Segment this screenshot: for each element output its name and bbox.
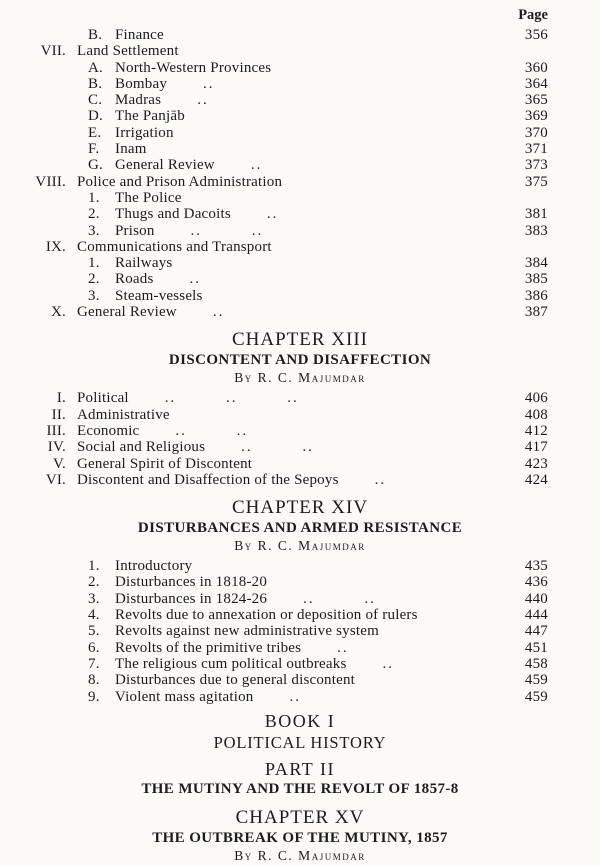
entry-page: 447 [524,623,548,640]
entry-page: 365 [524,92,548,109]
toc-entry [0,190,600,206]
toc-entry [0,288,600,304]
entry-title: Bombay [115,75,168,92]
entry-label: VII. [40,43,66,60]
entry-title: Violent mass agitation [115,688,254,705]
entry-title: Police and Prison Administration [77,173,283,190]
entry-title: Steam-vessels [115,287,203,304]
entry-page: 417 [524,439,548,456]
entry-title: Economic [77,422,140,439]
entry-title: Revolts of the primitive tribes [115,639,302,656]
entry-title: Revolts due to annexation or deposition of rulers [115,607,418,624]
entry-label: 2. [88,574,100,591]
entry-dots: .. [337,639,349,656]
heading-byline: By R. C. Majumdar [234,847,366,863]
entry-label: 3. [88,222,100,239]
entry-label: 9. [88,688,100,705]
entry-title: Disturbances due to general discontent [115,672,356,689]
entry-title: Disturbances in 1824-26 [115,590,268,607]
heading-title: THE MUTINY AND THE REVOLT OF 1857-8 [141,780,459,797]
entry-title: Finance [115,27,164,43]
entry-dots: .. .. [175,422,249,439]
entry-dots: .. .. [241,439,314,456]
entry-dots: .. [189,271,201,288]
entry-label: X. [51,304,66,321]
entry-label: E. [88,124,102,141]
entry-page: 364 [524,75,548,92]
entry-page: 369 [524,108,548,125]
entry-page: 375 [524,173,548,190]
entry-page: 386 [524,287,548,304]
entry-page: 459 [524,672,548,689]
entry-title: Irrigation [115,124,174,141]
entry-page: 436 [524,574,548,591]
entry-page: 440 [524,590,548,607]
heading-byline: By R. C. Majumdar [234,370,366,386]
toc-entry [0,472,600,488]
toc-entry [0,206,600,222]
toc-entry [0,125,600,141]
entry-label: 6. [88,639,100,656]
entry-title: Political [77,390,129,407]
entry-page: 383 [524,222,548,239]
entry-title: Communications and Transport [77,238,272,255]
heading-title: DISCONTENT AND DISAFFECTION [168,352,432,369]
entry-title: Madras [115,92,162,109]
entry-label: II. [51,406,66,423]
toc-entry [0,656,600,672]
toc-entry [0,271,600,287]
entry-page: 371 [524,141,548,158]
entry-page: 451 [524,639,548,656]
entry-page: 412 [524,422,548,439]
entry-title: The Police [115,189,182,206]
entry-label: 8. [88,672,100,689]
entry-dots: .. .. [303,590,376,607]
toc-entry [0,141,600,157]
toc-entry [0,456,600,472]
entry-title: Administrative [77,406,170,423]
entry-dots: .. .. .. [164,390,299,407]
entry-label: I. [56,390,66,407]
toc-entry [0,27,600,43]
entry-dots: .. .. [190,222,264,239]
entry-title: The Panjāb [115,108,185,125]
entry-title: Social and Religious [77,439,206,456]
entry-title: Discontent and Disaffection of the Sepoys [77,471,339,488]
entry-label: 2. [88,206,100,223]
entry-page: 444 [524,607,548,624]
entry-label: VI. [45,471,66,488]
entry-label: 2. [88,271,100,288]
entry-dots: .. [266,206,279,223]
toc-entry [0,689,600,705]
toc-entry [0,672,600,688]
entry-title: Thugs and Dacoits [115,206,231,223]
toc-entry [0,239,600,255]
entry-page: 424 [524,471,548,488]
entry-page: 459 [524,688,548,705]
toc-entry [0,76,600,92]
entry-label: 7. [88,655,100,672]
toc-entry [0,157,600,173]
entry-page: 360 [524,59,548,76]
heading-chapter: CHAPTER XV [235,806,365,828]
entry-title: Disturbances in 1818-20 [115,574,268,591]
heading-title: THE OUTBREAK OF THE MUTINY, 1857 [152,829,448,846]
entry-label: IV. [47,439,66,456]
entry-page: 406 [524,390,548,407]
entry-title: North-Western Provinces [115,59,272,76]
entry-page: 387 [524,304,548,321]
heading-byline: By R. C. Majumdar [234,538,366,554]
entry-label: 4. [88,607,100,624]
entry-dots: .. [197,92,209,109]
toc-entry [0,43,600,59]
entry-label: 3. [88,590,100,607]
entry-page: 384 [524,255,548,272]
toc-entry [0,591,600,607]
entry-title: General Review [77,304,177,321]
entry-title: Roads [115,271,154,288]
toc-entry [0,640,600,656]
heading-book: BOOK I [264,710,336,731]
toc-entry [0,174,600,190]
entry-label: 1. [88,189,100,206]
toc-entry [0,607,600,623]
toc-entry [0,423,600,439]
entry-dots: .. [289,688,301,705]
toc-entry [0,439,600,455]
toc-blocks [0,24,600,864]
page-column-header: Page [518,7,548,23]
entry-label: III. [46,422,66,439]
heading-title: DISTURBANCES AND ARMED RESISTANCE [137,520,463,537]
toc-entry [0,223,600,239]
entry-label: 1. [88,558,100,575]
entry-title: General Spirit of Discontent [77,455,253,472]
entry-label: A. [88,59,103,76]
toc-entry [0,623,600,639]
entry-title: Prison [115,222,155,239]
toc-entry [0,304,600,320]
entry-label: G. [88,157,103,174]
toc-entry [0,255,600,271]
entry-page: 385 [524,271,548,288]
entry-title: The religious cum political outbreaks [115,655,347,672]
entry-label: 1. [88,255,100,272]
entry-title: Inam [115,141,147,158]
entry-page: 423 [524,455,548,472]
entry-page: 373 [524,157,548,174]
entry-page: 370 [524,124,548,141]
entry-label: IX. [45,238,66,255]
entry-dots: .. [203,75,215,92]
toc-entry [0,407,600,423]
entry-page: 381 [524,206,548,223]
entry-page: 356 [524,27,548,43]
entry-label: B. [88,27,103,43]
entry-title: Introductory [115,558,193,575]
heading-part: POLITICAL HISTORY [213,732,387,752]
entry-label: VIII. [35,173,66,190]
toc-entry [0,60,600,76]
entry-title: Revolts against new administrative system [115,623,379,640]
entry-dots: .. [374,471,387,488]
entry-dots: .. [382,655,395,672]
entry-page: 408 [524,406,548,423]
toc-entry [0,574,600,590]
heading-book: PART II [265,758,335,779]
entry-label: C. [88,92,103,109]
entry-dots: .. [250,157,263,174]
heading-chapter: CHAPTER XIV [231,497,369,519]
entry-label: F. [88,141,100,158]
entry-label: B. [88,75,103,92]
entry-label: 5. [88,623,100,640]
entry-label: D. [88,108,103,125]
entry-dots: .. [212,304,225,321]
toc-entry [0,92,600,108]
heading-chapter: CHAPTER XIII [231,329,369,351]
toc-entry [0,108,600,124]
entry-page: 435 [524,558,548,575]
entry-title: Railways [115,255,173,272]
entry-page: 458 [524,655,548,672]
entry-title: Land Settlement [77,43,179,60]
toc-entry [0,558,600,574]
entry-label: 3. [88,287,100,304]
toc-entry [0,390,600,406]
entry-title: General Review [115,157,215,174]
entry-label: V. [52,455,66,472]
